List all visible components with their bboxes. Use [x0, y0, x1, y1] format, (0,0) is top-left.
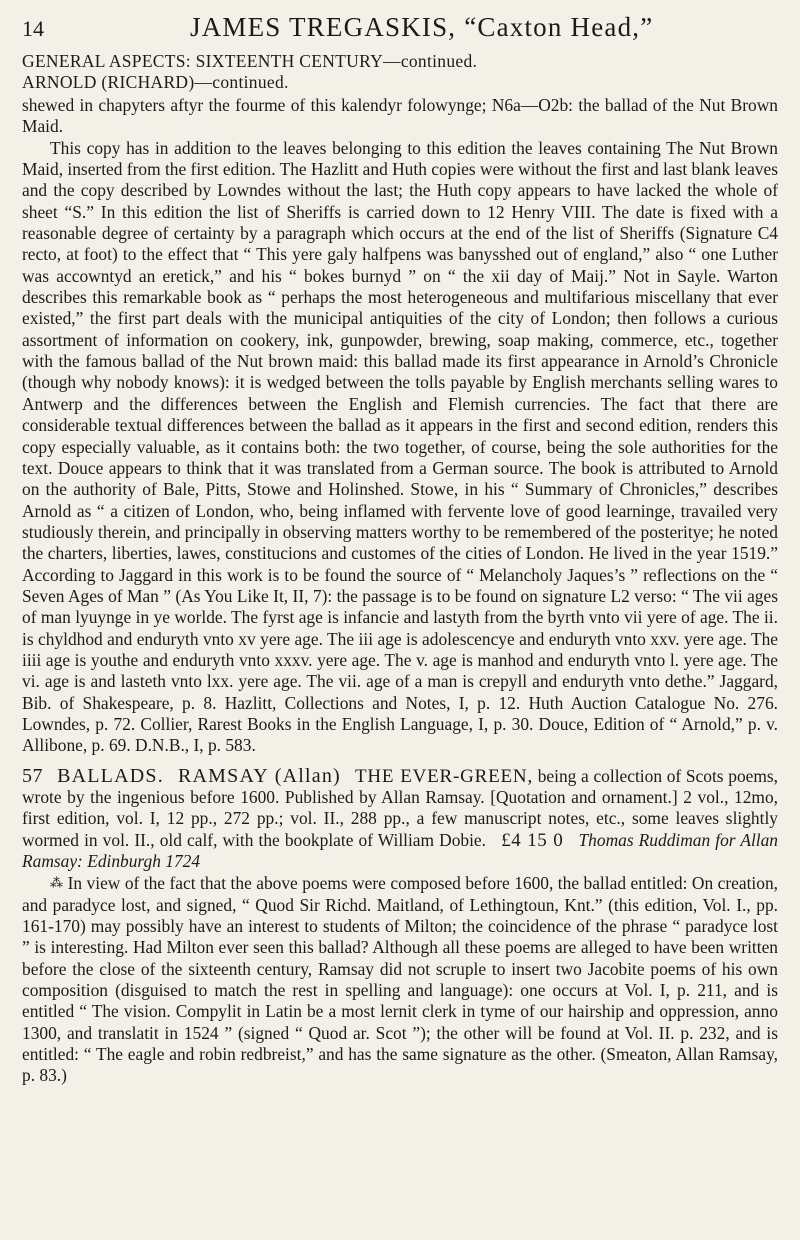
lot-number: 57	[22, 764, 43, 787]
lot-inscription: Thomas Ruddiman for Allan Ramsay: Edinburgh 1724	[22, 829, 779, 872]
lot-subject: BALLADS.	[57, 764, 164, 787]
lot-price: £4 15 0	[501, 829, 564, 851]
lot-description: being a collection of Scots poems, wrote by the ingenious before 1600. Published by Allan Ramsay. [Quotation and ornament.] 2 vol., 12mo, first edition, vol. I, 12 pp., 272 pp.; vol. II., 288 pp., a few manuscript notes, etc., some leaves slightly wormed in vol. II., old calf, with the bookplate of William Dobie.	[22, 765, 779, 850]
page-number: 14	[22, 16, 44, 41]
section-heading: GENERAL ASPECTS: SIXTEENTH CENTURY—continued.	[22, 51, 478, 71]
running-head	[22, 12, 778, 46]
lot-note-text: In view of the fact that the above poems were composed before 1600, the ballad entitled: On creation, and paradyce lost, and signed, “ Quod Sir Richd. Maitland, of Lethingtoun, Knt.” (this edition, Vol. I., pp. 161-170) may possibly have an interest to students of Milton; the coincidence of the phrase “ paradyce lost ” is interesting. Had Milton ever seen this ballad? Although all these poems are alleged to have been written before the close of the sixteenth century, Ramsay did not scruple to insert two Jacobite poems of his own composition (disguised to match the rest in spelling and language): one occurs at Vol. I, p. 211, and is entitled “ The vision. Compylit in Latin be a most lernit clerk in tyme of our hairship and oppression, anno 1300, and translatit in 1524 ” (signed “ Quod ar. Scot ”); the other will be found at Vol. II. p. 232, and is entitled: “ The eagle and robin redbreist,” and has the same signature as the other. (Smeaton, Allan Ramsay, p. 83.)	[22, 873, 778, 1086]
author-heading: ARNOLD (RICHARD)—continued.	[22, 72, 289, 92]
lot-author: RAMSAY (Allan)	[177, 764, 341, 787]
lot-title: THE EVER-GREEN,	[354, 765, 534, 787]
catalogue-entry-57	[22, 766, 778, 873]
entry-description: shewed in chapyters aftyr the fourme of this kalendyr folowynge; N6a—O2b: the ballad of the Nut Brown Maid.	[22, 95, 778, 137]
entry-notes: This copy has in addition to the leaves belonging to this edition the leaves containing The Nut Brown Maid, inserted from the first edition. The Hazlitt and Huth copies were without the first and last blank leaves and the copy described by Lowndes without the last; the Huth copy appears to have lacked the whole of sheet “S.” In this edition the list of Sheriffs is carried down to 12 Henry VIII. The date is fixed with a reasonable degree of certainty by a paragraph which occurs at the end of the list of Sheriffs (Signature C4 recto, at foot) to the effect that “ This yere galy halfpens was banysshed out of england,” also “ one Luther was accowntyd an eretick,” and his “ bokes burnyd ” on “ the xii day of Maij.” Not in Sayle. Warton describes this remarkable book as “ perhaps the most heterogeneous and multifarious miscellany that ever existed,” the first part deals with the municipal antiquities of the city of London; then follows a curious assortment of information on cookery, ink, gunpowder, brewing, soap making, commerce, etc., together with the famous ballad of the Nut brown maid: this ballad made its first appearance in Arnold’s Chronicle (though why nobody knows): it is wedged between the tolls payable by English merchants selling wares to Antwerp and the differences between the English and Flemish currencies. The fact that there are considerable textual differences between the ballad as it appears in the first and second edition, renders this copy especially valuable, as it contains both: the two together, of course, being the sole authorities for the text. Douce appears to think that it was translated from a German source. The book is attributed to Arnold on the authority of Bale, Pitts, Stowe and Holinshed. Stowe, in his “ Summary of Chronicles,” describes Arnold as “ a citizen of London, who, being inflamed with fervente love of good learninge, travailed very studiously therein, and principally in observing matters worthy to be remembered of the posteritye; he noted the charters, liberties, lawes, constitucions and customes of the cities of London. He lived in the year 1519.” According to Jaggard in this work is to be found the source of “ Melancholy Jaques’s ” reflections on the “ Seven Ages of Man ” (As You Like It, II, 7): the passage is to be found on signature L2 verso: “ The vii ages of man lyuynge in ye worlde. The fyrst age is infancie and lastyth from the byrth vnto vii yere of age. The ii. is chyldhod and enduryth vnto xv yere age. The iii age is adolescencye and enduryth vnto xxv. yere age. The iiii age is youthe and enduryth vnto xxxv. yere age. The v. age is manhod and enduryth vnto l. yere age. The vi. age is and lasteth vnto lxx. yere age. The vii. age of a man is crepyll and enduryth vnto dethe.” Jaggard, Bib. of Shakespeare, p. 8. Hazlitt, Collections and Notes, I, p. 12. Huth Auction Catalogue No. 276. Lowndes, p. 72. Collier, Rarest Books in the English Language, I, p. 30. Douce, Edition of “ Arnold,” p. v. Allibone, p. 69. D.N.B., I, p. 583.	[22, 137, 778, 756]
asterism-mark: ⁂	[50, 875, 64, 891]
running-head-title: JAMES TREGASKIS, “Caxton Head,”	[190, 12, 654, 42]
lot-note	[22, 872, 778, 1086]
